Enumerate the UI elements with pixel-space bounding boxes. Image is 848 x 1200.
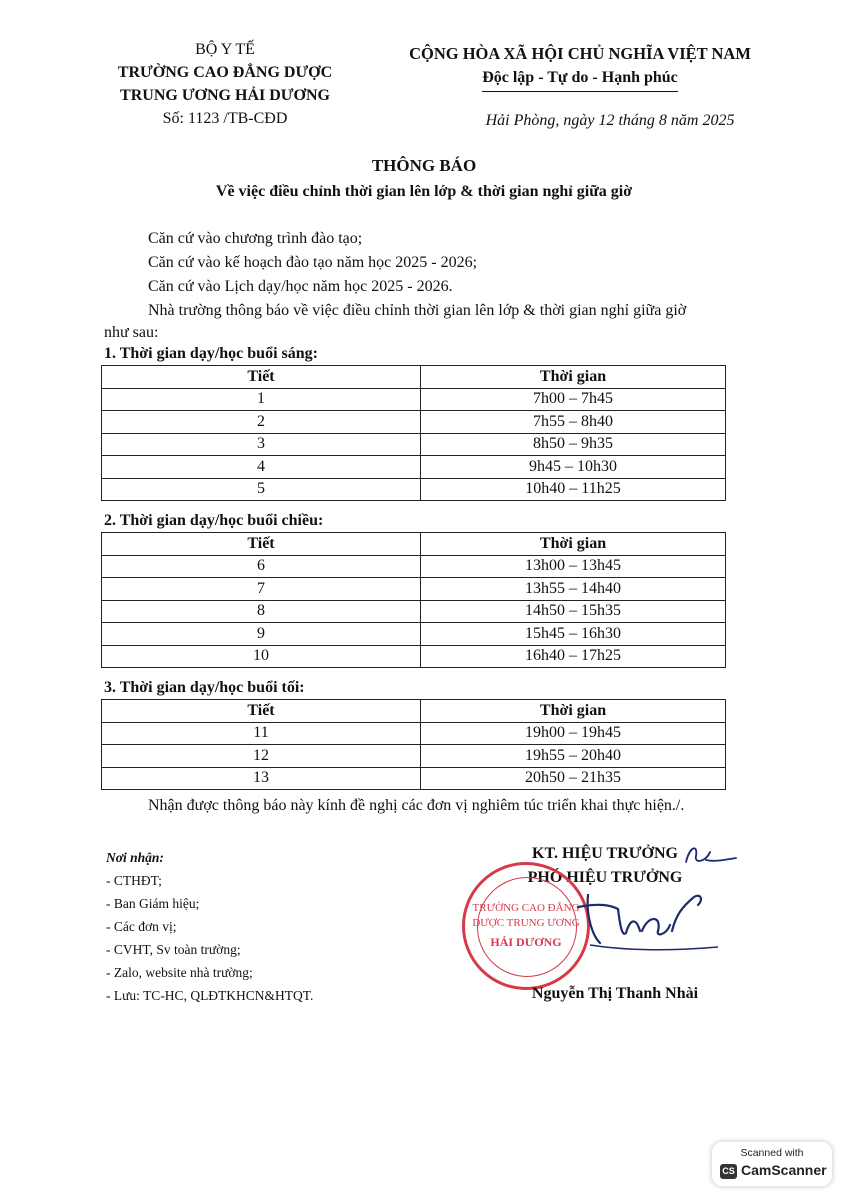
time-cell: 19h00 – 19h45: [421, 722, 726, 745]
recipient-item: - Các đơn vị;: [106, 919, 177, 934]
recipient-item: - CTHĐT;: [106, 873, 162, 888]
national-header: [380, 42, 780, 92]
time-cell: 13h00 – 13h45: [421, 555, 726, 578]
period-cell: 6: [102, 555, 421, 578]
table-row: [102, 722, 726, 745]
period-cell: 5: [102, 478, 421, 501]
time-cell: 10h40 – 11h25: [421, 478, 726, 501]
period-cell: 2: [102, 411, 421, 434]
header-period: Tiết: [102, 533, 421, 556]
section-heading-evening: 3. Thời gian dạy/học buổi tối:: [104, 679, 305, 696]
handwritten-signature: [570, 885, 720, 955]
issuer-block: [100, 38, 350, 130]
section-heading-morning: 1. Thời gian dạy/học buổi sáng:: [104, 345, 318, 362]
recipient-item: - Ban Giám hiệu;: [106, 896, 200, 911]
stamp-line-3: HẢI DƯƠNG: [490, 935, 562, 949]
time-cell: 15h45 – 16h30: [421, 623, 726, 646]
table-row: [102, 555, 726, 578]
time-cell: 19h55 – 20h40: [421, 745, 726, 768]
time-cell: 20h50 – 21h35: [421, 767, 726, 790]
table-row: [102, 767, 726, 790]
period-cell: 4: [102, 456, 421, 479]
table-row: [102, 388, 726, 411]
school-name-line1: TRƯỜNG CAO ĐẲNG DƯỢC: [117, 64, 333, 81]
period-cell: 9: [102, 623, 421, 646]
national-motto: Độc lập - Tự do - Hạnh phúc: [482, 66, 678, 92]
closing-statement: Nhận được thông báo này kính đề nghị các đơn vị nghiêm túc triển khai thực hiện./.: [148, 797, 685, 814]
camscanner-brand: CamScanner: [741, 1162, 827, 1178]
initials-mark: [680, 840, 740, 870]
signer-name: Nguyễn Thị Thanh Nhài: [531, 985, 699, 1002]
header-period: Tiết: [102, 366, 421, 389]
intro-line-1: Nhà trường thông báo về việc điều chỉnh thời gian lên lớp & thời gian nghỉ giữa giờ: [148, 302, 687, 319]
camscanner-badge: [712, 1142, 832, 1186]
recipient-item: - Zalo, website nhà trường;: [106, 965, 253, 980]
table-row: [102, 623, 726, 646]
period-cell: 7: [102, 578, 421, 601]
header-time: Thời gian: [421, 533, 726, 556]
stamp-line-2: DƯỢC TRUNG ƯƠNG: [472, 917, 580, 929]
period-cell: 11: [102, 722, 421, 745]
basis-line-2: Căn cứ vào kế hoạch đào tạo năm học 2025 - 2026;: [148, 254, 478, 271]
document-subtitle: Về việc điều chỉnh thời gian lên lớp & thời gian nghỉ giữa giờ: [215, 183, 633, 200]
stamp-line-1: TRƯỜNG CAO ĐẲNG: [472, 902, 580, 914]
time-cell: 7h00 – 7h45: [421, 388, 726, 411]
table-row: [102, 411, 726, 434]
time-cell: 14h50 – 15h35: [421, 600, 726, 623]
signature-position: PHÓ HIỆU TRƯỞNG: [527, 869, 683, 886]
section-heading-afternoon: 2. Thời gian dạy/học buổi chiều:: [104, 512, 324, 529]
time-cell: 16h40 – 17h25: [421, 645, 726, 668]
scanned-with-label: Scanned with: [740, 1147, 804, 1159]
table-header-row: [102, 533, 726, 556]
period-cell: 1: [102, 388, 421, 411]
period-cell: 8: [102, 600, 421, 623]
document-title: THÔNG BÁO: [371, 156, 477, 175]
table-row: [102, 456, 726, 479]
table-header-row: [102, 366, 726, 389]
timetable-afternoon: [101, 532, 726, 668]
header-period: Tiết: [102, 700, 421, 723]
period-cell: 12: [102, 745, 421, 768]
date-line: Hải Phòng, ngày 12 tháng 8 năm 2025: [485, 112, 735, 129]
document-number: Số: 1123 /TB-CĐD: [162, 110, 288, 127]
recipients-title: Nơi nhận:: [106, 850, 164, 865]
header-time: Thời gian: [421, 700, 726, 723]
time-cell: 8h50 – 9h35: [421, 433, 726, 456]
signature-on-behalf: KT. HIỆU TRƯỞNG: [532, 845, 678, 862]
school-name-line2: TRUNG ƯƠNG HẢI DƯƠNG: [120, 87, 330, 104]
table-header-row: [102, 700, 726, 723]
camscanner-logo-icon: CS: [720, 1164, 737, 1179]
table-row: [102, 645, 726, 668]
table-row: [102, 433, 726, 456]
ministry-name: BỘ Y TẾ: [195, 41, 255, 58]
recipient-item: - Lưu: TC-HC, QLĐTKHCN&HTQT.: [106, 988, 314, 1003]
recipient-item: - CVHT, Sv toàn trường;: [106, 942, 241, 957]
timetable-evening: [101, 699, 726, 790]
period-cell: 3: [102, 433, 421, 456]
time-cell: 7h55 – 8h40: [421, 411, 726, 434]
timetable-morning: [101, 365, 726, 501]
nation-title: CỘNG HÒA XÃ HỘI CHỦ NGHĨA VIỆT NAM: [409, 44, 751, 63]
recipients-block: [106, 846, 406, 1007]
header-time: Thời gian: [421, 366, 726, 389]
time-cell: 9h45 – 10h30: [421, 456, 726, 479]
table-row: [102, 745, 726, 768]
time-cell: 13h55 – 14h40: [421, 578, 726, 601]
intro-line-2: như sau:: [104, 324, 159, 341]
period-cell: 10: [102, 645, 421, 668]
period-cell: 13: [102, 767, 421, 790]
basis-line-3: Căn cứ vào Lịch dạy/học năm học 2025 - 2026.: [148, 278, 453, 295]
table-row: [102, 600, 726, 623]
basis-line-1: Căn cứ vào chương trình đào tạo;: [148, 230, 363, 247]
table-row: [102, 578, 726, 601]
table-row: [102, 478, 726, 501]
